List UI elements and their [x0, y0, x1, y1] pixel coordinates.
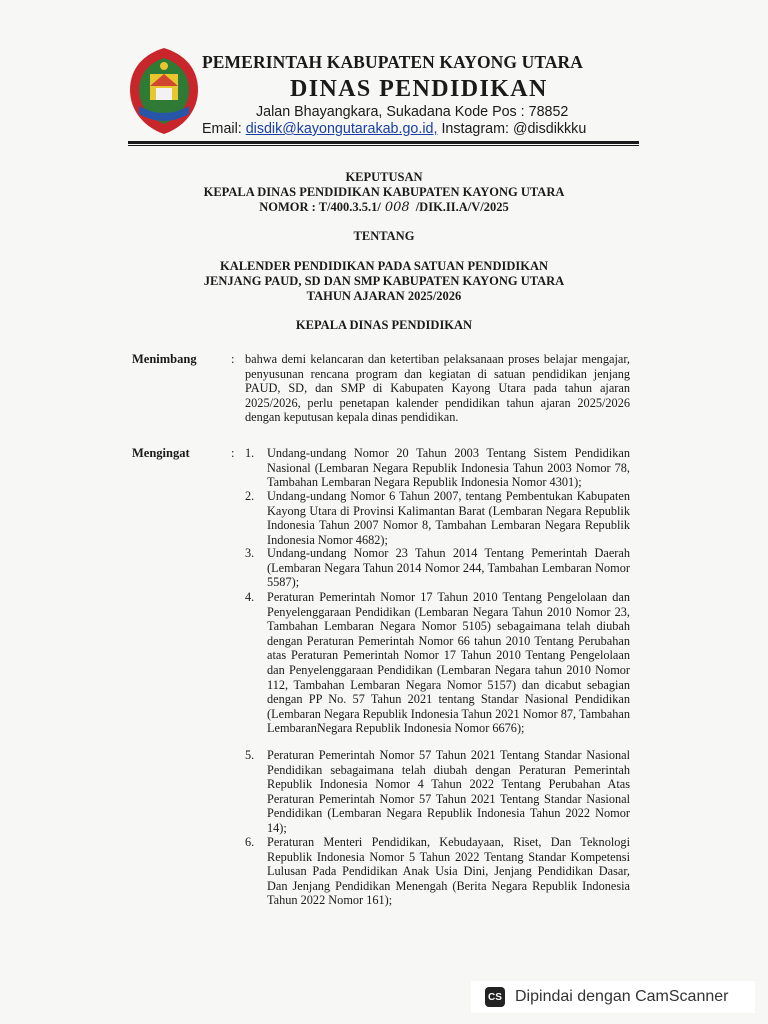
- decree-number-prefix: NOMOR : T/400.3.5.1/: [259, 200, 381, 214]
- item-text: Peraturan Menteri Pendidikan, Kebudayaan, Riset, Dan Teknologi Republik Indonesia Nomor 5 Tahun 2022 Tentang Standar Kompetensi Lulusan Pada Pendidikan Anak Usia Dini, Jenjang Pendidikan Dasar, Dan Jenjang Pendidikan Menengah (Berita Negara Republik Indonesia Tahun 2022 Nomor 161);: [267, 835, 630, 908]
- decree-issuer: KEPALA DINAS PENDIDIKAN KABUPATEN KAYONG UTARA: [203, 185, 565, 199]
- letterhead-agency-name: DINAS PENDIDIKAN: [290, 76, 548, 102]
- decree-number-suffix: /DIK.II.A/V/2025: [415, 200, 509, 214]
- mengingat-label: Mengingat: [132, 446, 190, 460]
- item-text: Undang-undang Nomor 20 Tahun 2003 Tentang Sistem Pendidikan Nasional (Lembaran Negara Republik Indonesia Tahun 2003 Nomor 78, Tambahan Lembaran Negara Republik Indonesia Nomor 4301);: [267, 446, 630, 490]
- tentang-heading: TENTANG: [353, 229, 415, 243]
- item-number: 6.: [245, 835, 255, 849]
- subject-line-1: KALENDER PENDIDIKAN PADA SATUAN PENDIDIKAN: [219, 259, 549, 273]
- item-text: Peraturan Pemerintah Nomor 57 Tahun 2021 Tentang Standar Nasional Pendidikan sebagaimana telah diubah dengan Peraturan Pemerintah Republik Indonesia Nomor 4 Tahun 2022 Tentang Perubahan Atas Peraturan Pemerintah Nomor 57 Tahun 2021 Tentang Standar Nasional Pendidikan (Lembaran Negara Republik Indonesia Tahun 2022 Nomor 14);: [267, 748, 630, 835]
- letterhead-government-name: PEMERINTAH KABUPATEN KAYONG UTARA: [202, 52, 584, 72]
- email-label: Email:: [202, 121, 246, 137]
- decree-number-handwritten: 008: [384, 200, 410, 215]
- menimbang-text: bahwa demi kelancaran dan ketertiban pelaksanaan proses belajar mengajar, penyusunan rencana program dan kegiatan di satuan pendidikan jenjang PAUD, SD, dan SMP di Kabupaten Kayong Utara pada tahun ajaran 2025/2026, perlu penetapan kalender pendidikan tahun ajaran 2025/2026 dengan keputusan kepala dinas pendidikan.: [245, 352, 630, 425]
- kayong-utara-emblem-logo: [126, 44, 202, 136]
- instagram-handle: Instagram: @disdikkku: [437, 121, 587, 137]
- official-heading: KEPALA DINAS PENDIDIKAN: [295, 318, 473, 332]
- item-number: 2.: [245, 489, 255, 503]
- letterhead-divider-thin: [128, 145, 639, 146]
- subject-line-3: TAHUN AJARAN 2025/2026: [306, 289, 462, 303]
- menimbang-label: Menimbang: [132, 352, 197, 366]
- item-number: 5.: [245, 748, 255, 762]
- item-text: Peraturan Pemerintah Nomor 17 Tahun 2010 Tentang Pengelolaan dan Penyelenggaraan Pendidikan (Lembaran Negara Tahun 2010 Nomor 23, Tambahan Lembaran Negara Nomor 5105) sebagaimana telah diubah dengan Peraturan Pemerintah Nomor 66 tahun 2010 Tentang Perubahan atas Peraturan Pemerintah Nomor 17 Tahun 2010 Tentang Pengelolaan dan Penyelenggaraan Pendidikan (Lembaran Negara tahun 2010 Nomor 112, Tambahan Lembaran Negara Nomor 5157) dan dicabut sebagian dengan PP No. 57 Tahun 2021 tentang Standar Nasional Pendidikan (Lembaran Negara Republik Indonesia Tahun 2021 Nomor 87, Tambahan LembaranNegara Republik Indonesia Nomor 6676);: [267, 590, 630, 736]
- email-link[interactable]: disdik@kayongutarakab.go.id,: [245, 121, 438, 137]
- decree-number: [0, 200, 768, 215]
- letterhead-divider: [128, 141, 639, 144]
- camscanner-icon: CS: [485, 987, 505, 1007]
- subject-line-2: JENJANG PAUD, SD DAN SMP KABUPATEN KAYONG UTARA: [203, 274, 565, 288]
- menimbang-colon: :: [231, 352, 235, 366]
- letterhead-contact: [202, 121, 586, 137]
- decree-title: KEPUTUSAN: [345, 170, 423, 184]
- item-number: 1.: [245, 446, 255, 460]
- item-number: 4.: [245, 590, 255, 604]
- camscanner-watermark: [471, 981, 755, 1013]
- item-number: 3.: [245, 546, 255, 560]
- item-text: Undang-undang Nomor 6 Tahun 2007, tentang Pembentukan Kabupaten Kayong Utara di Provinsi Kalimantan Barat (Lembaran Negara Republik Indonesia Tahun 2007 Nomor 8, Tambahan Lembaran Negara Republik Indonesia Nomor 4682);: [267, 489, 630, 547]
- letterhead-address: Jalan Bhayangkara, Sukadana Kode Pos : 78852: [256, 104, 569, 120]
- mengingat-colon: :: [231, 446, 235, 460]
- item-text: Undang-undang Nomor 23 Tahun 2014 Tentang Pemerintah Daerah (Lembaran Negara Tahun 2014 Nomor 244, Tambahan Lembaran Nomor 5587);: [267, 546, 630, 590]
- camscanner-text: Dipindai dengan CamScanner: [515, 988, 729, 1005]
